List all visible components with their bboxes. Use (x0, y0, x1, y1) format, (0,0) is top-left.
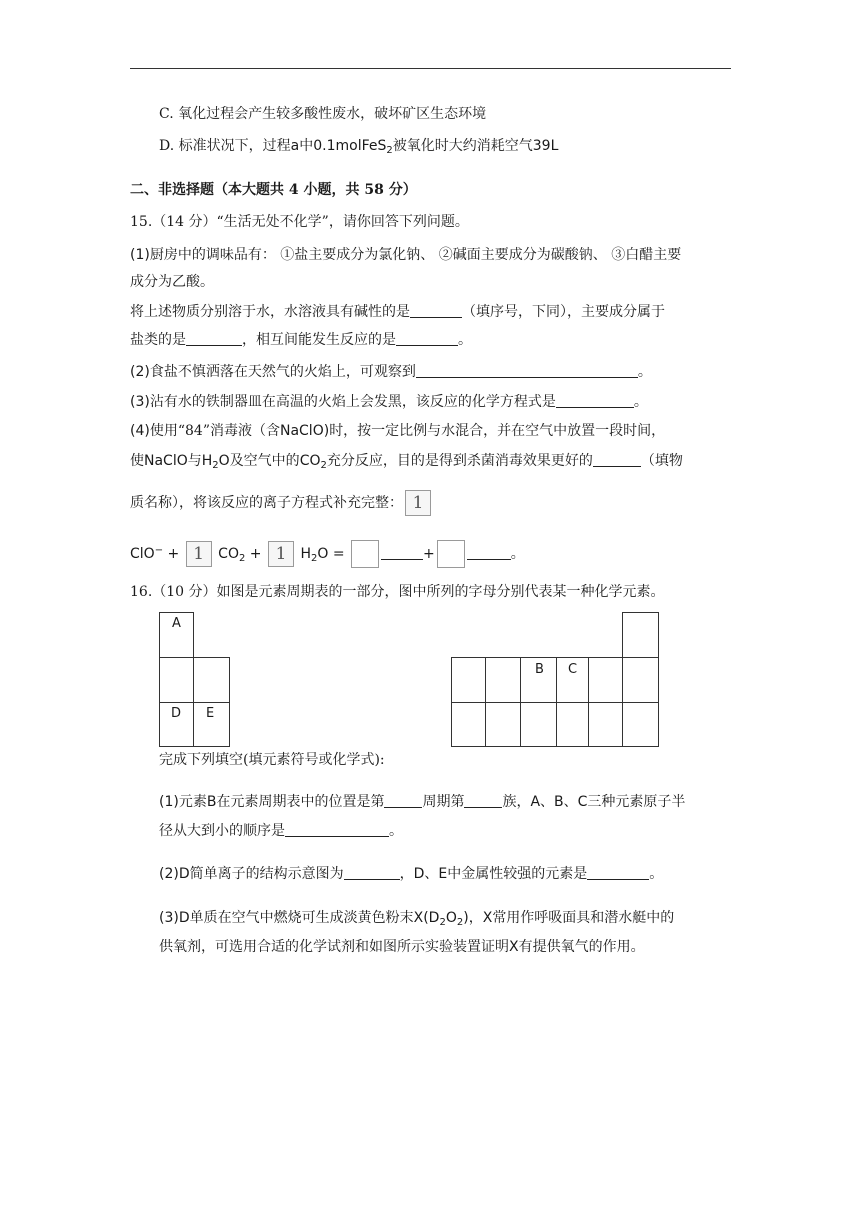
table-cell (451, 657, 486, 703)
q16-instruction: 完成下列填空(填元素符号或化学式): (159, 752, 385, 768)
q15-part4-line1: (4)使用“84”消毒液（含NaClO)时，按一定比例与水混合，并在空气中放置一段时间， (130, 423, 666, 439)
answer-blank[interactable] (467, 545, 511, 560)
table-cell (159, 657, 194, 703)
table-cell-a: A (159, 612, 194, 658)
q16-header: 16.（10 分）如图是元素周期表的一部分，图中所列的字母分别代表某一种化学元素。 (130, 584, 665, 600)
option-d-mid: 中 (299, 138, 314, 154)
header-rule (130, 68, 731, 69)
q15-part4-line2: 使NaClO与$H_2O$及空气中的$CO_2$充分反应，目的是得到杀菌消毒效果更好的 （填物 (130, 453, 683, 471)
q15-part1-line4: 盐类的是 ，相互间能发生反应的是 。 (130, 332, 472, 348)
q15-header: 15.（14 分）“生活无处不化学”，请你回答下列问题。 (130, 214, 469, 230)
q16-part2: (2)D简单离子的结构示意图为 ，D、E中金属性较强的元素是 。 (159, 866, 664, 882)
table-cell (556, 702, 589, 747)
answer-blank[interactable] (396, 331, 458, 346)
option-d (159, 136, 558, 156)
q15-part1-line3: 将上述物质分别溶于水，水溶液具有碱性的是 （填序号，下同），主要成分属于 (130, 304, 665, 320)
table-cell (622, 702, 659, 747)
coefficient-input-box[interactable] (351, 540, 379, 568)
table-cell (193, 657, 230, 703)
table-cell (588, 702, 623, 747)
answer-blank[interactable] (464, 793, 502, 808)
answer-blank[interactable] (344, 865, 400, 880)
table-cell-b: B (520, 657, 557, 703)
table-cell (485, 657, 521, 703)
answer-blank[interactable] (410, 303, 462, 318)
coefficient-box: 1 (405, 490, 431, 516)
q16-part1-line2: 径从大到小的顺序是 。 (159, 823, 403, 839)
option-c-text: C. 氧化过程会产生较多酸性废水，破坏矿区生态环境 (159, 106, 487, 122)
table-cell-c: C (556, 657, 589, 703)
table-cell (588, 657, 623, 703)
table-cell (622, 612, 659, 658)
coefficient-box: 1 (186, 541, 212, 567)
table-cell-d: D (159, 702, 194, 747)
q15-part1-line2: 成分为乙酸。 (130, 274, 214, 290)
option-d-tail: 被氧化时大约消耗空气 (392, 138, 533, 154)
answer-blank[interactable] (285, 822, 389, 837)
q16-part1-line1: (1)元素B在元素周期表中的位置是第 周期第 族，A、B、C三种元素原子半 (159, 794, 686, 810)
q15-part1-line1: (1)厨房中的调味品有： ①盐主要成分为氯化钠、 ②碱面主要成分为碳酸钠、 ③白醋主要 (130, 247, 682, 263)
answer-blank[interactable] (186, 331, 242, 346)
answer-blank[interactable] (416, 363, 638, 378)
table-cell (451, 702, 486, 747)
table-cell (520, 702, 557, 747)
answer-blank[interactable] (556, 393, 634, 408)
answer-blank[interactable] (587, 865, 649, 880)
table-cell (485, 702, 521, 747)
answer-blank[interactable] (381, 545, 423, 560)
coefficient-box: 1 (268, 541, 294, 567)
option-c (159, 104, 486, 124)
ionic-equation: ClO− + 1 $CO_2 + 1$ $H_2O$ = + 。 (130, 540, 525, 568)
q15-part4-line3: 质名称），将该反应的离子方程式补充完整： 1 (130, 490, 433, 516)
q15-part3: (3)沾有水的铁制器皿在高温的火焰上会发黑，该反应的化学方程式是 。 (130, 394, 648, 410)
option-d-amount: 0.1molFeS$_2$ (313, 138, 393, 156)
answer-blank[interactable] (593, 452, 641, 467)
answer-blank[interactable] (384, 793, 422, 808)
table-cell (622, 657, 659, 703)
coefficient-input-box[interactable] (437, 540, 465, 568)
section-title: 二、非选择题（本大题共 4 小题，共 58 分） (130, 182, 417, 198)
table-cell-e: E (193, 702, 230, 747)
q16-part3-line1: (3)D单质在空气中燃烧可生成淡黄色粉末$X(D_2O_2)$，X常用作呼吸面具和潜水艇中的 (159, 910, 675, 928)
option-d-process: a (290, 138, 300, 154)
q15-part2: (2)食盐不慎洒落在天然气的火焰上，可观察到 。 (130, 364, 652, 380)
option-d-prefix: D. 标准状况下，过程 (159, 138, 291, 154)
q16-part3-line2: 供氧剂，可选用合适的化学试剂和如图所示实验装置证明X有提供氧气的作用。 (159, 939, 645, 955)
option-d-volume: 39L (532, 138, 559, 154)
